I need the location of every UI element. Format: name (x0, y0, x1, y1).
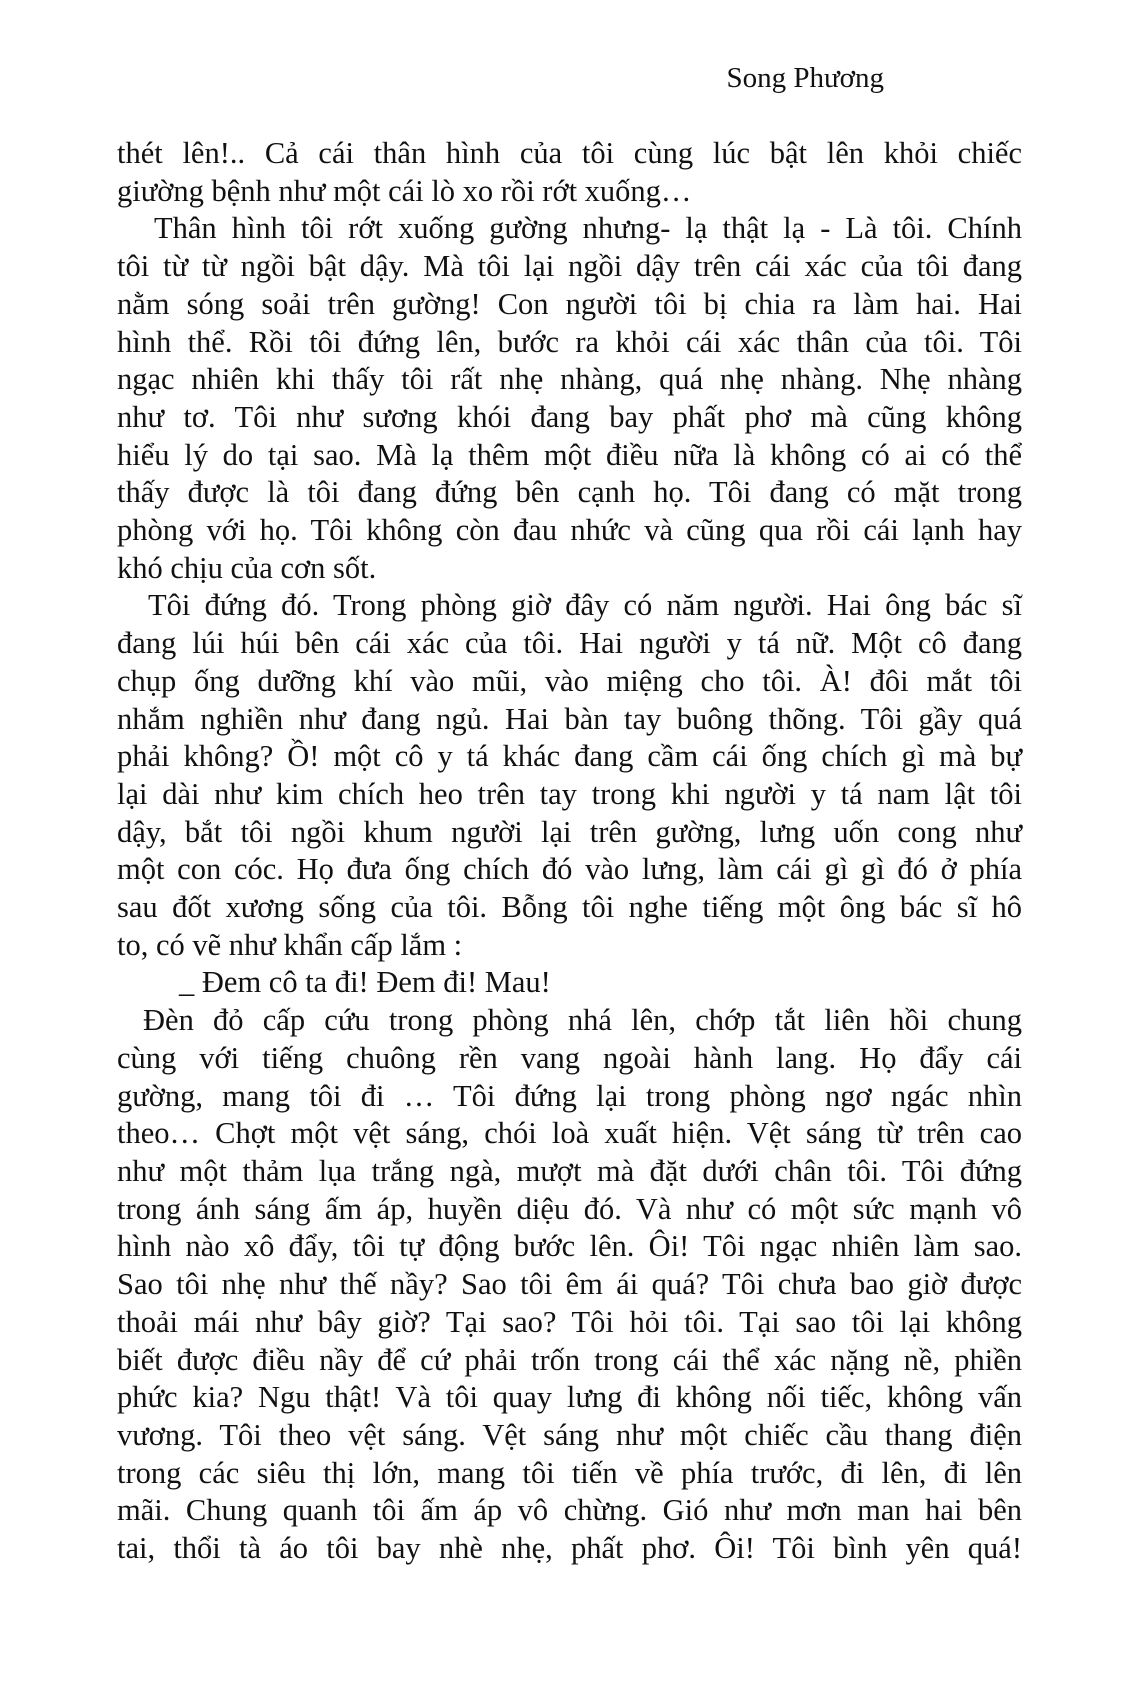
text-line: Thân hình tôi rớt xuống gường nhưng- lạ thật lạ - Là tôi. Chính (154, 211, 1022, 246)
text-line: gường, mang tôi đi … Tôi đứng lại trong phòng ngơ ngác nhìn (117, 1078, 1022, 1113)
text-line: thét lên!.. Cả cái thân hình của tôi cùng lúc bật lên khỏi chiếc (117, 136, 1022, 170)
text-line: biết được điều nầy để cứ phải trốn trong cái thể xác nặng nề, phiền (117, 1342, 1022, 1377)
text-line: nằm sóng soải trên gường! Con người tôi bị chia ra làm hai. Hai (117, 286, 1022, 321)
text-line: đang lúi húi bên cái xác của tôi. Hai người y tá nữ. Một cô đang (117, 626, 1022, 661)
text-line: mãi. Chung quanh tôi ấm áp vô chừng. Gió như mơn man hai bên (117, 1493, 1022, 1528)
text-line: trong ánh sáng ấm áp, huyền diệu đó. Và như có một sức mạnh vô (117, 1191, 1022, 1226)
text-line: khó chịu của cơn sốt. (117, 550, 377, 585)
text-line: chụp ống dưỡng khí vào mũi, vào miệng cho tôi. À! đôi mắt tôi (117, 663, 1022, 698)
text-line: thoải mái như bây giờ? Tại sao? Tôi hỏi tôi. Tại sao tôi lại không (117, 1304, 1022, 1339)
text-line: thấy được là tôi đang đứng bên cạnh họ. Tôi đang có mặt trong (117, 475, 1022, 510)
text-line: to, có vẽ như khẩn cấp lắm : (117, 927, 463, 962)
text-line: tai, thổi tà áo tôi bay nhè nhẹ, phất phơ. Ôi! Tôi bình yên quá! (117, 1531, 1022, 1566)
text-line: tôi từ từ ngồi bật dậy. Mà tôi lại ngồi dậy trên cái xác của tôi đang (117, 249, 1022, 284)
text-line: hình nào xô đẩy, tôi tự động bước lên. Ôi! Tôi ngạc nhiên làm sao. (117, 1229, 1022, 1264)
text-line: lại dài như kim chích heo trên tay trong khi người y tá nam lật tôi (117, 776, 1022, 811)
dialogue-line: _ Đem cô ta đi! Đem đi! Mau! (179, 965, 551, 1000)
text-line: hình thể. Rồi tôi đứng lên, bước ra khỏi cái xác thân của tôi. Tôi (117, 324, 1022, 359)
text-line: sau đốt xương sống của tôi. Bỗng tôi nghe tiếng một ông bác sĩ hô (117, 890, 1022, 925)
text-line: dậy, bắt tôi ngồi khum người lại trên gường, lưng uốn cong như (117, 814, 1022, 849)
text-line: Sao tôi nhẹ như thế nầy? Sao tôi êm ái quá? Tôi chưa bao giờ được (117, 1267, 1022, 1302)
text-line: cùng với tiếng chuông rền vang ngoài hành lang. Họ đẩy cái (117, 1040, 1022, 1075)
text-line: một con cóc. Họ đưa ống chích đó vào lưng, làm cái gì gì đó ở phía (117, 852, 1022, 887)
text-line: trong các siêu thị lớn, mang tôi tiến về phía trước, đi lên, đi lên (117, 1455, 1022, 1490)
text-line: phải không? Ồ! một cô y tá khác đang cầm cái ống chích gì mà bự (117, 739, 1022, 774)
page-body (117, 135, 1022, 1568)
text-line: hiểu lý do tại sao. Mà lạ thêm một điều nữa là không có ai có thể (117, 437, 1022, 472)
text-line: Tôi đứng đó. Trong phòng giờ đây có năm người. Hai ông bác sĩ (148, 588, 1022, 623)
text-line: vương. Tôi theo vệt sáng. Vệt sáng như một chiếc cầu thang điện (117, 1417, 1022, 1452)
text-line: Đèn đỏ cấp cứu trong phòng nhá lên, chớp tắt liên hồi chung (143, 1003, 1022, 1038)
text-line: như một thảm lụa trắng ngà, mượt mà đặt dưới chân tôi. Tôi đứng (117, 1153, 1022, 1188)
running-header-author: Song Phương (726, 62, 884, 94)
text-line: như tơ. Tôi như sương khói đang bay phất phơ mà cũng không (117, 399, 1022, 434)
text-line: phòng với họ. Tôi không còn đau nhức và cũng qua rồi cái lạnh hay (117, 513, 1022, 548)
text-line: nhắm nghiền như đang ngủ. Hai bàn tay buông thõng. Tôi gầy quá (117, 701, 1022, 736)
text-line: theo… Chợt một vệt sáng, chói loà xuất hiện. Vệt sáng từ trên cao (117, 1116, 1022, 1151)
text-line: ngạc nhiên khi thấy tôi rất nhẹ nhàng, quá nhẹ nhàng. Nhẹ nhàng (117, 362, 1022, 397)
text-line: phức kia? Ngu thật! Và tôi quay lưng đi không nối tiếc, không vấn (117, 1380, 1022, 1415)
text-line: giường bệnh như một cái lò xo rồi rớt xuống… (117, 173, 692, 208)
